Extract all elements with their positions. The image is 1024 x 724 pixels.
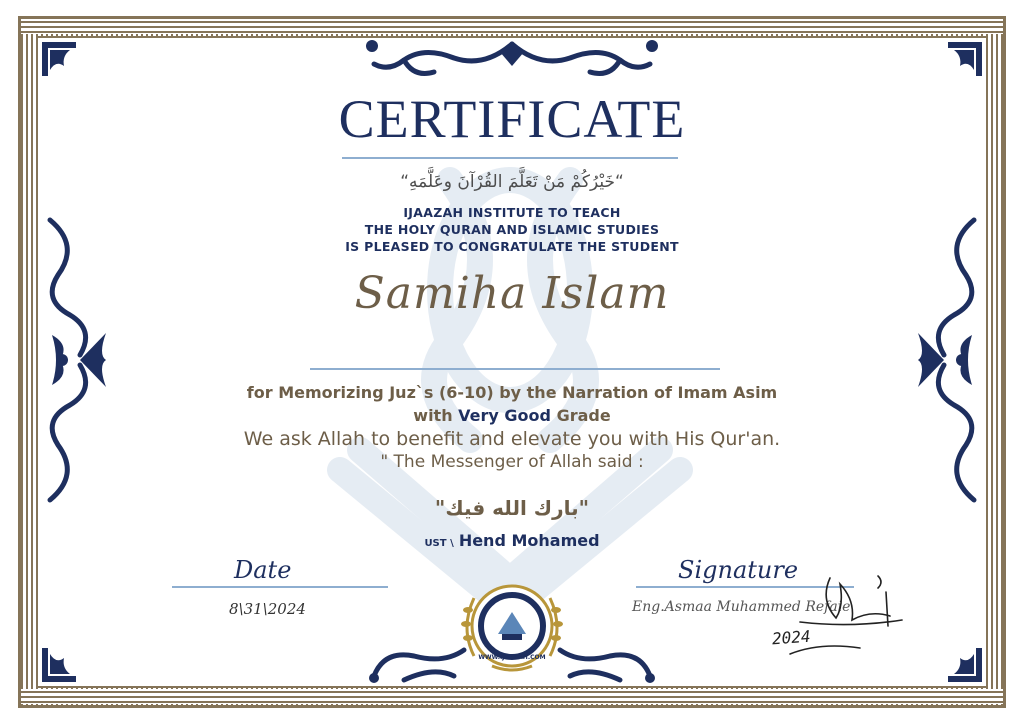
date-underline (172, 586, 388, 588)
corner-ornament-bottom-right (946, 646, 984, 684)
signature-label: Signature (678, 556, 799, 584)
teacher-name: Hend Mohamed (458, 531, 600, 550)
teacher-line (0, 531, 1024, 550)
corner-ornament-bottom-left (40, 646, 78, 684)
signer-name: Eng.Asmaa Muhammed Refaie (632, 599, 851, 615)
grade-line (0, 406, 1024, 425)
institution-line-1: IJAAZAH INSTITUTE TO TEACH (403, 205, 621, 220)
corner-ornament-top-left (40, 40, 78, 78)
grade-value: Very Good (458, 406, 551, 425)
corner-ornament-top-right (946, 40, 984, 78)
date-value: 8\31\2024 (229, 600, 306, 618)
arabic-verse: “خَيْرُكُمْ مَنْ تَعَلَّمَ القُرْآنَ وعَلَّمَهِ“ (400, 172, 624, 192)
grade-prefix: with (413, 406, 453, 425)
date-label: Date (234, 556, 292, 584)
top-center-ornament (364, 38, 660, 86)
signature-year: 2024 (771, 626, 812, 649)
institution-line-3: IS PLEASED TO CONGRATULATE THE STUDENT (345, 239, 679, 254)
achievement-text: for Memorizing Juz`s (6-10) by the Narration of Imam Asim (246, 383, 778, 402)
grade-suffix: Grade (556, 406, 611, 425)
student-name-underline (310, 368, 720, 370)
seal-url-text: WWW.IJAAZAH.COM (478, 654, 546, 661)
certificate-title: CERTIFICATE (338, 89, 686, 149)
arabic-blessing: "بارك الله فيك" (434, 496, 590, 520)
institute-seal (456, 578, 568, 678)
teacher-prefix: UST \ (424, 538, 454, 549)
hadith-intro: " The Messenger of Allah said : (380, 452, 644, 472)
dua-text: We ask Allah to benefit and elevate you with His Qur'an. (243, 428, 781, 450)
title-underline (342, 157, 678, 159)
student-name: Samiha Islam (354, 268, 670, 319)
institution-line-2: THE HOLY QURAN AND ISLAMIC STUDIES (364, 222, 660, 237)
